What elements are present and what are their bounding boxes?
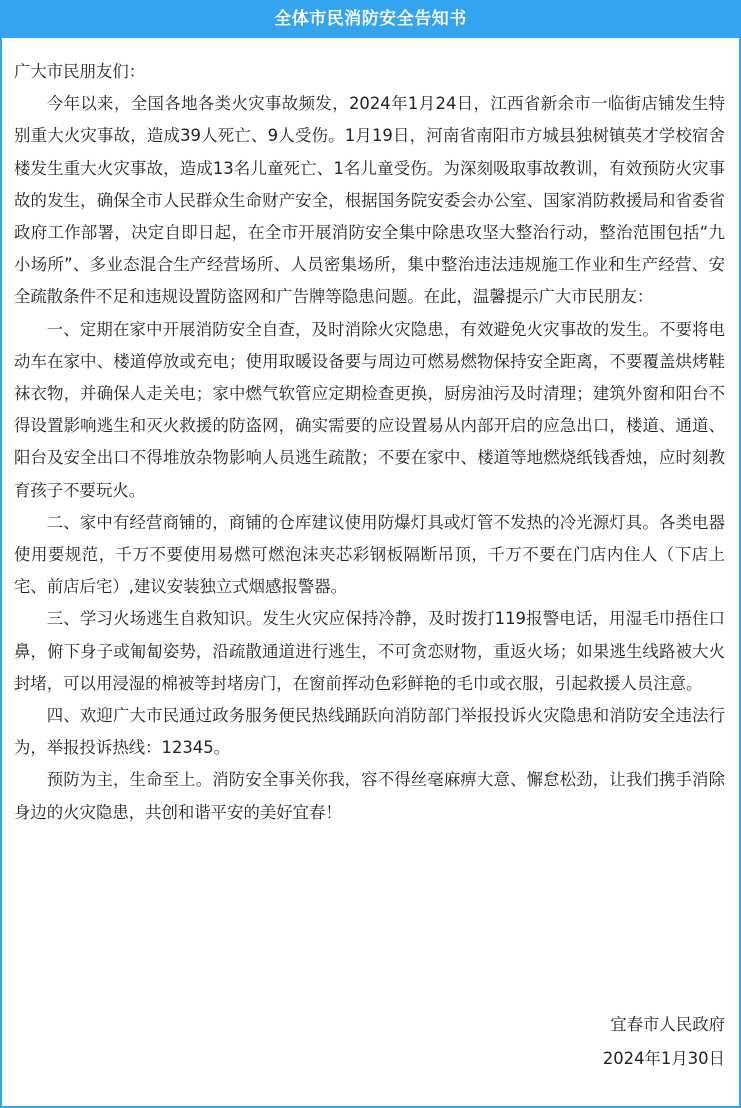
paragraph-item-4: 四、欢迎广大市民通过政务服务便民热线踊跃向消防部门举报投诉火灾隐患和消防安全违法行为，举报投诉热线：12345。 [14,706,725,758]
paragraph-item-1: 一、定期在家中开展消防安全自查，及时消除火灾隐患，有效避免火灾事故的发生。不要将电动车在家中、楼道停放或充电；使用取暖设备要与周边可燃易燃物保持安全距离，不要覆盖烘烤鞋袜衣物，并确保人走关电；家中燃气软管应定期检查更换，厨房油污及时清理；建筑外窗和阳台不得设置影响逃生和灭火救援的防盗网，确实需要的应设置易从内部开启的应急出口，楼道、通道、阳台及安全出口不得堆放杂物影响人员逃生疏散；不要在家中、楼道等地燃烧纸钱香烛，应时刻教育孩子不要玩火。 [14,319,725,500]
paragraph-intro: 今年以来，全国各地各类火灾事故频发，2024年1月24日，江西省新余市一临街店铺发生特别重大火灾事故，造成39人死亡、9人受伤。1月19日，河南省南阳市方城县独树镇英才学校宿舍楼发生重大火灾事故，造成13名儿童死亡、1名儿童受伤。为深刻吸取事故教训，有效预防火灾事故的发生，确保全市人民群众生命财产安全，根据国务院安委会办公室、国家消防救援局和省委省政府工作部署，决定自即日起，在全市开展消防安全集中除患攻坚大整治行动，整治范围包括“九小场所”、多业态混合生产经营场所、人员密集场所，集中整治违法违规施工作业和生产经营、安全疏散条件不足和违规设置防盗网和广告牌等隐患问题。在此，温馨提示广大市民朋友： [14,94,725,307]
paragraph-item-2: 二、家中有经营商铺的，商铺的仓库建议使用防爆灯具或灯管不发热的冷光源灯具。各类电器使用要规范，千万不要使用易燃可燃泡沫夹芯彩钢板隔断吊顶，千万不要在门店内住人（下店上宅、前店后宅）,建议安装独立式烟感报警器。 [14,512,725,597]
paragraph-closing: 预防为主，生命至上。消防安全事关你我，容不得丝毫麻痹大意、懈怠松劲，让我们携手消除身边的火灾隐患，共创和谐平安的美好宜春！ [14,770,725,822]
signature-organization: 宜春市人民政府 [610,1015,725,1034]
notice-body [2,38,739,829]
page-title: 全体市民消防安全告知书 [2,0,739,38]
paragraph-item-3: 三、学习火场逃生自救知识。发生火灾应保持冷静，及时拨打119报警电话，用湿毛巾捂住口鼻，俯下身子或匍匐姿势，沿疏散通道进行逃生，不可贪恋财物，重返火场；如果逃生线路被大火封堵，可以用浸湿的棉被等封堵房门，在窗前挥动色彩鲜艳的毛巾或衣服，引起救援人员注意。 [14,609,725,693]
signature-block [603,1008,725,1076]
salutation: 广大市民朋友们： [14,62,146,81]
signature-date: 2024年1月30日 [602,1049,725,1068]
